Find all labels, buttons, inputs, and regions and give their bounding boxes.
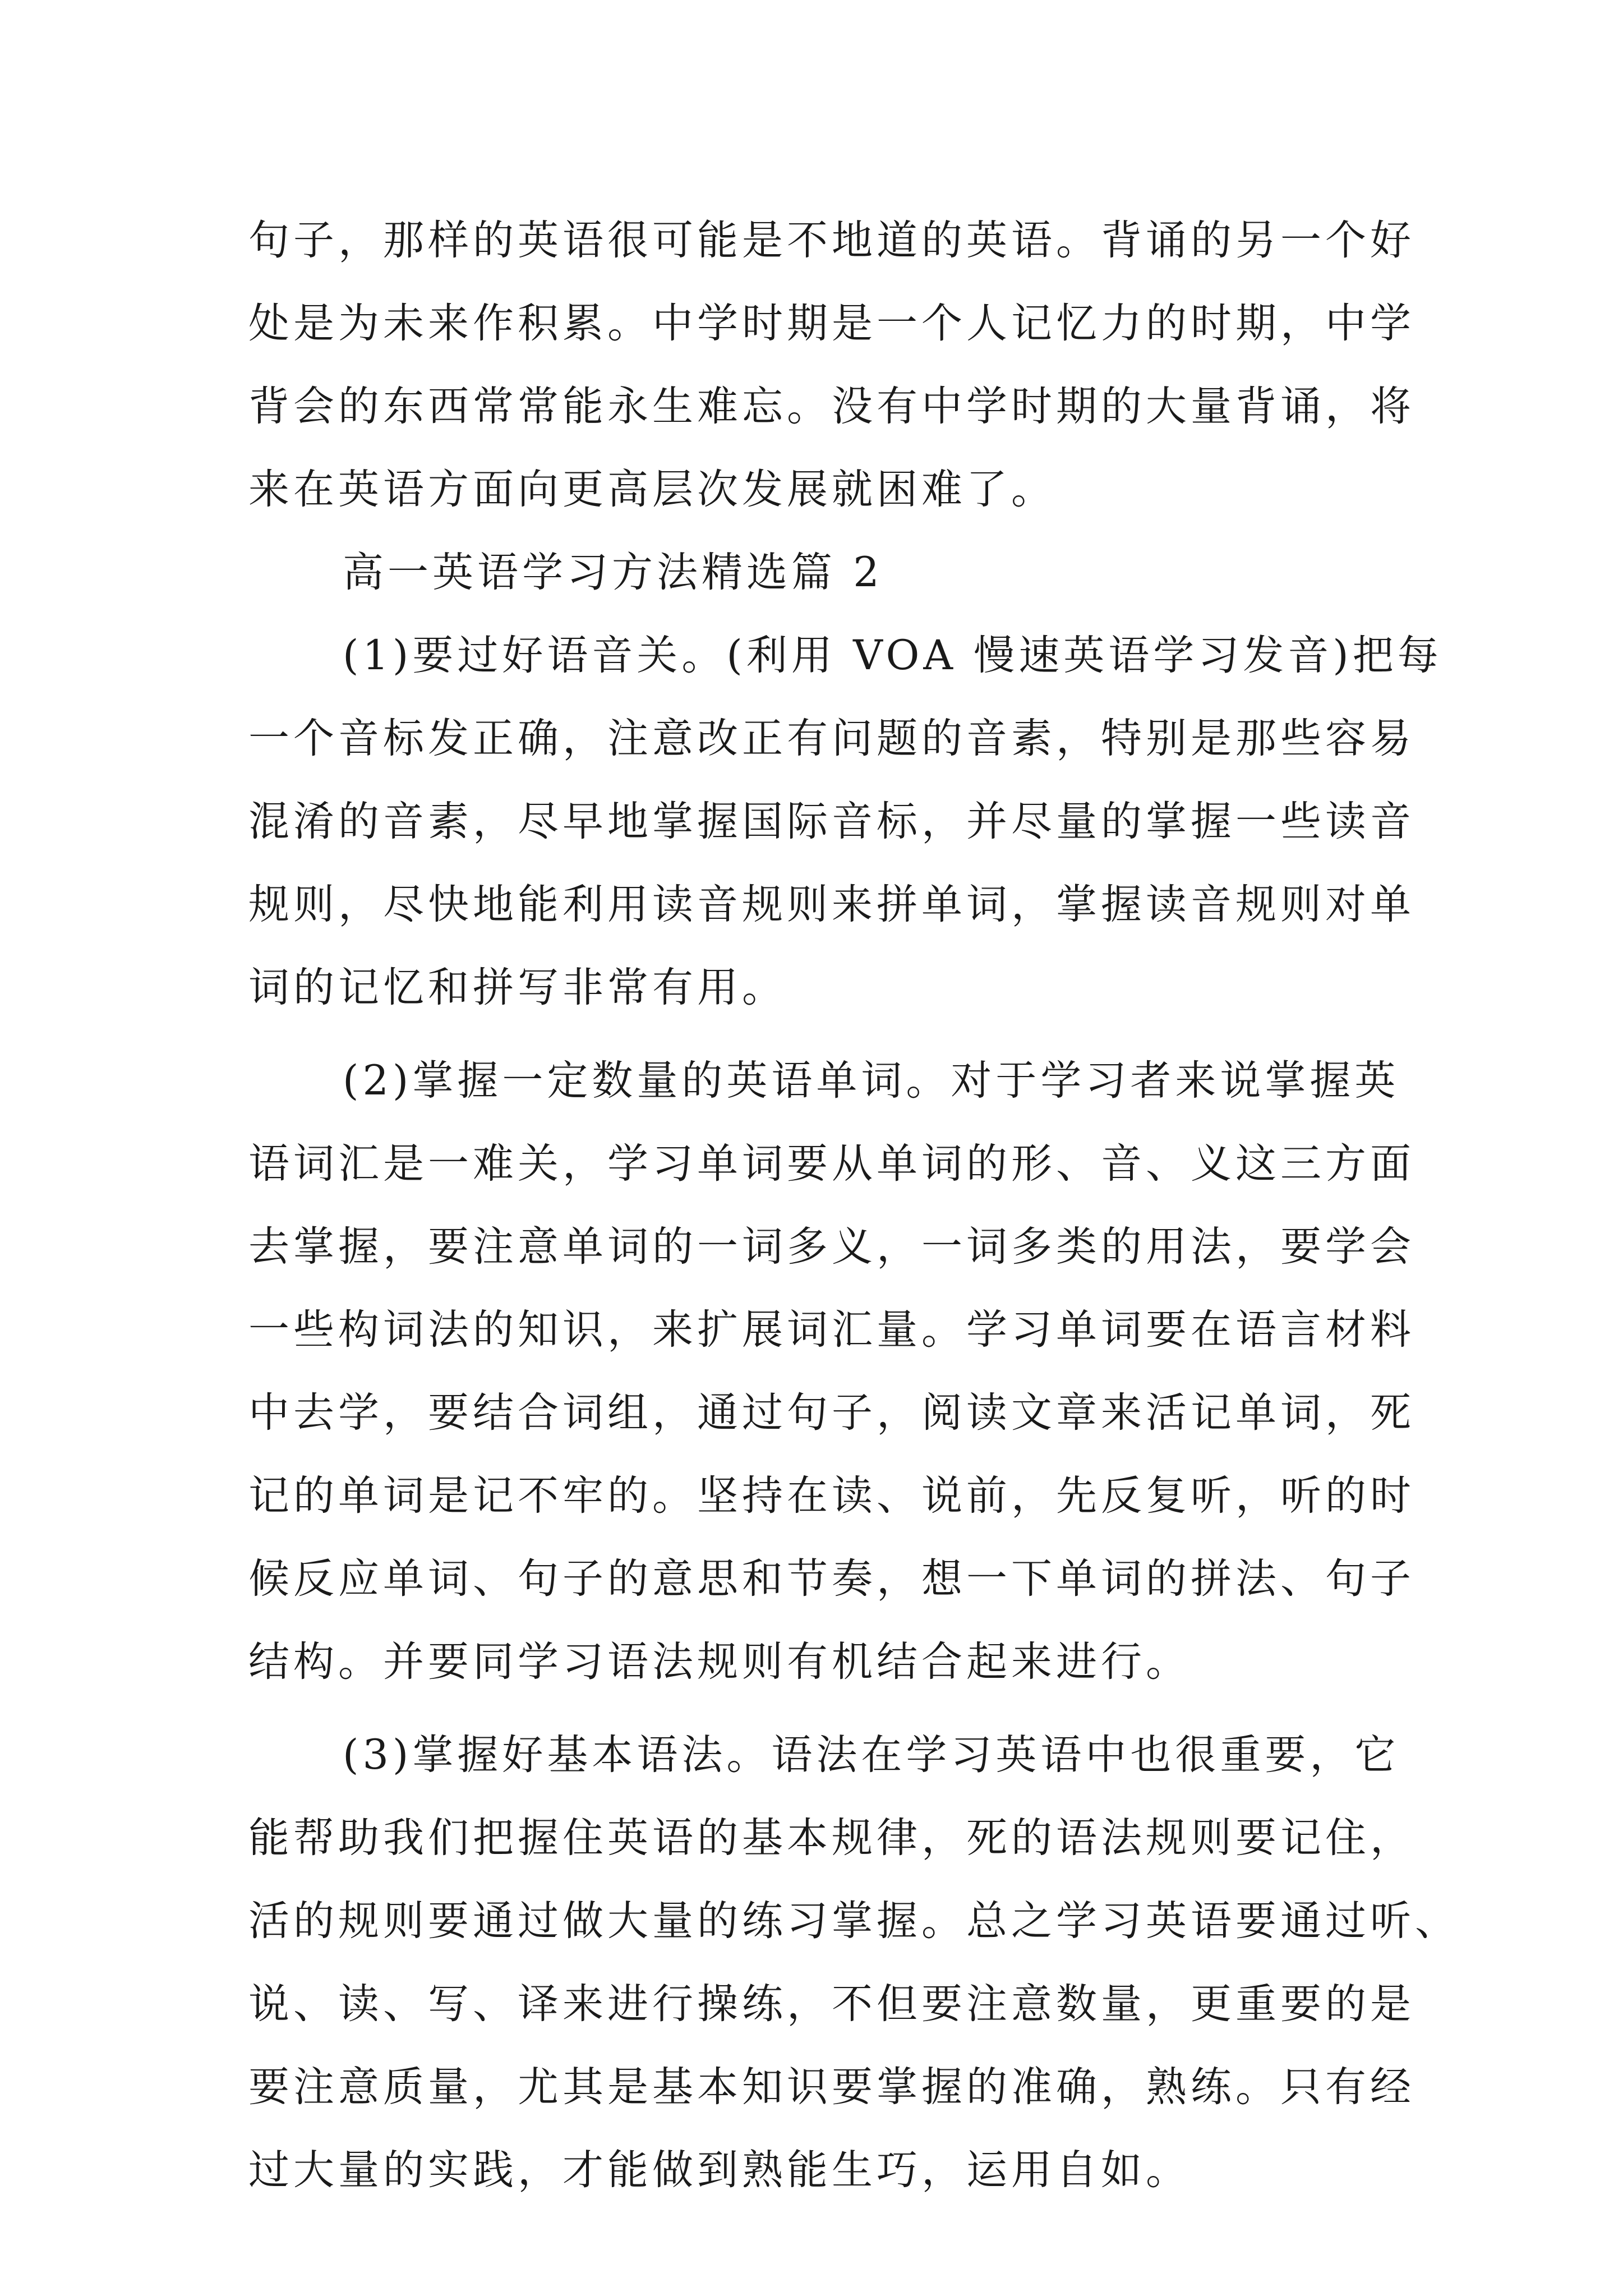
paragraph-gap [248, 1029, 1376, 1039]
text-line: 规则，尽快地能利用读音规则来拼单词，掌握读音规则对单 [248, 881, 1415, 928]
text-line: 语词汇是一难关，学习单词要从单词的形、音、义这三方面 [248, 1140, 1415, 1188]
paragraph-gap [248, 1704, 1376, 1714]
text-line: 背会的东西常常能永生难忘。没有中学时期的大量背诵，将 [248, 383, 1415, 430]
text-line: 能帮助我们把握住英语的基本规律，死的语法规则要记住， [248, 1814, 1415, 1862]
text-line: 去掌握，要注意单词的一词多义，一词多类的用法，要学会 [248, 1223, 1415, 1271]
heading-line: 高一英语学习方法精选篇 2 [343, 549, 883, 596]
text-line: 候反应单词、句子的意思和节奏，想一下单词的拼法、句子 [248, 1555, 1415, 1603]
text-line: 一个音标发正确，注意改正有问题的音素，特别是那些容易 [248, 715, 1415, 762]
text-line: 句子，那样的英语很可能是不地道的英语。背诵的另一个好 [248, 217, 1415, 264]
paragraph-vocabulary [248, 1039, 1415, 1704]
text-line: 活的规则要通过做大量的练习掌握。总之学习英语要通过听、 [248, 1897, 1460, 1945]
text-line: 记的单词是记不牢的。坚持在读、说前，先反复听，听的时 [248, 1472, 1415, 1520]
text-line: 结构。并要同学习语法规则有机结合起来进行。 [248, 1638, 1191, 1686]
text-line: 处是为未来作积累。中学时期是一个人记忆力的时期，中学 [248, 300, 1415, 347]
text-line: 一些构词法的知识，来扩展词汇量。学习单词要在语言材料 [248, 1306, 1415, 1354]
text-line: 要注意质量，尤其是基本知识要掌握的准确，熟练。只有经 [248, 2063, 1415, 2111]
section-heading [248, 531, 1376, 614]
paragraph-grammar [248, 1714, 1460, 2212]
text-line: (2)掌握一定数量的英语单词。对于学习者来说掌握英 [343, 1057, 1400, 1105]
paragraph-pronunciation [248, 614, 1442, 1029]
text-line: 来在英语方面向更高层次发展就困难了。 [248, 466, 1056, 513]
text-line: (3)掌握好基本语法。语法在学习英语中也很重要，它 [343, 1731, 1400, 1779]
text-line: 词的记忆和拼写非常有用。 [248, 964, 787, 1011]
text-line: 中去学，要结合词组，通过句子，阅读文章来活记单词，死 [248, 1389, 1415, 1437]
document-body [248, 199, 1460, 2212]
text-line: 过大量的实践，才能做到熟能生巧，运用自如。 [248, 2146, 1191, 2194]
paragraph-continuation [248, 199, 1415, 531]
text-line: (1)要过好语音关。(利用 VOA 慢速英语学习发音)把每 [343, 632, 1442, 679]
text-line: 混淆的音素，尽早地掌握国际音标，并尽量的掌握一些读音 [248, 798, 1415, 845]
text-line: 说、读、写、译来进行操练，不但要注意数量，更重要的是 [248, 1980, 1415, 2028]
